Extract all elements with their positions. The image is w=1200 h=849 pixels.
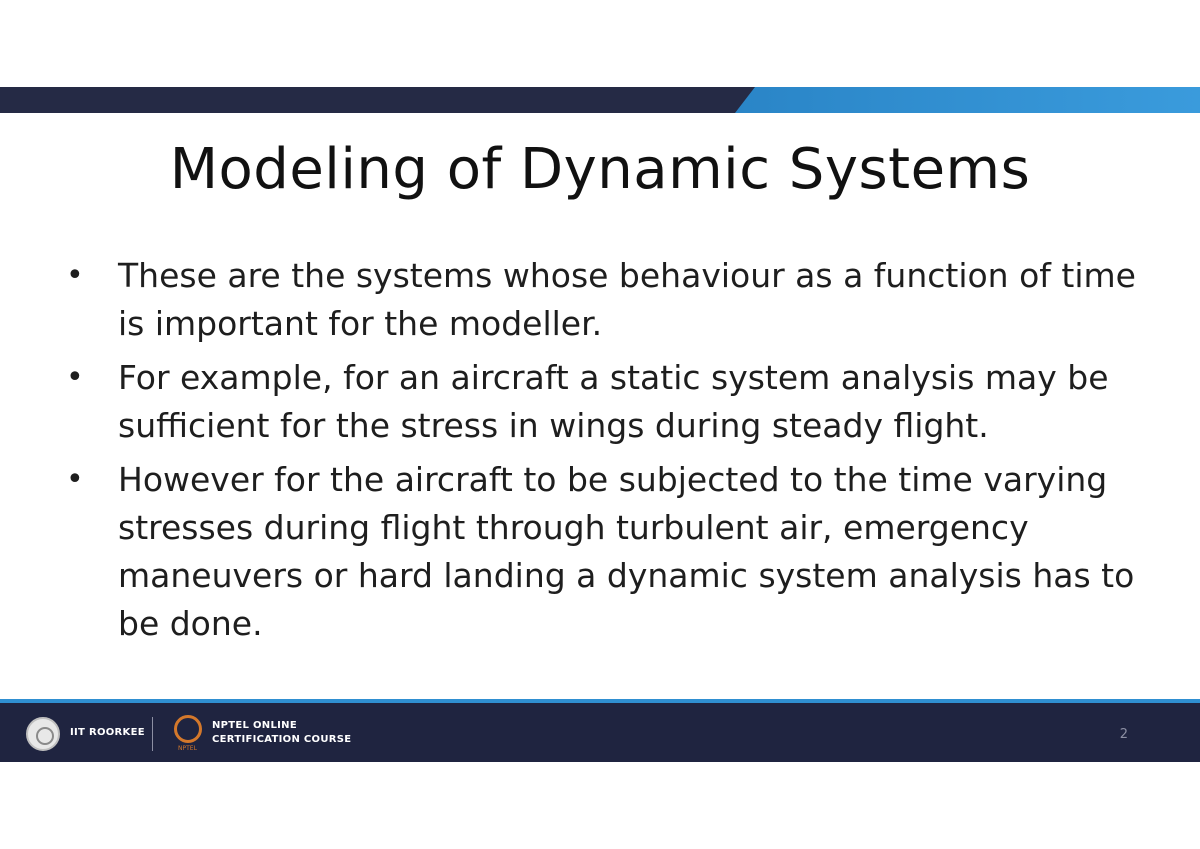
bullet-item bbox=[66, 354, 1146, 450]
bullet-text: These are the systems whose behaviour as a function of time is important for the modeller. bbox=[118, 256, 1136, 343]
course-line-1: NPTEL ONLINE bbox=[212, 720, 297, 731]
bullet-text: However for the aircraft to be subjected to the time varying stresses during flight through turbulent air, emergency maneuvers or hard landing a dynamic system analysis has to be done. bbox=[118, 460, 1135, 643]
page-number: 2 bbox=[1119, 727, 1128, 742]
course-line-2: CERTIFICATION COURSE bbox=[212, 734, 352, 745]
iit-roorkee-logo-icon bbox=[26, 717, 60, 751]
bullet-dot-icon: • bbox=[66, 258, 84, 293]
nptel-logo-caption: NPTEL bbox=[178, 745, 197, 752]
bullet-list bbox=[66, 252, 1146, 654]
footer-bar bbox=[0, 699, 1200, 762]
course-name bbox=[212, 719, 351, 747]
top-bar-accent bbox=[735, 87, 1200, 113]
bullet-dot-icon: • bbox=[66, 462, 84, 497]
bullet-dot-icon: • bbox=[66, 360, 84, 395]
bullet-text: For example, for an aircraft a static system analysis may be sufficient for the stress in wings during steady flight. bbox=[118, 358, 1109, 445]
footer-divider bbox=[152, 717, 153, 751]
institute-name: IIT ROORKEE bbox=[70, 727, 145, 738]
slide-title: Modeling of Dynamic Systems bbox=[169, 137, 1031, 202]
bullet-item bbox=[66, 252, 1146, 348]
nptel-logo-icon bbox=[174, 715, 202, 743]
slide bbox=[0, 87, 1200, 762]
bullet-item bbox=[66, 456, 1146, 648]
